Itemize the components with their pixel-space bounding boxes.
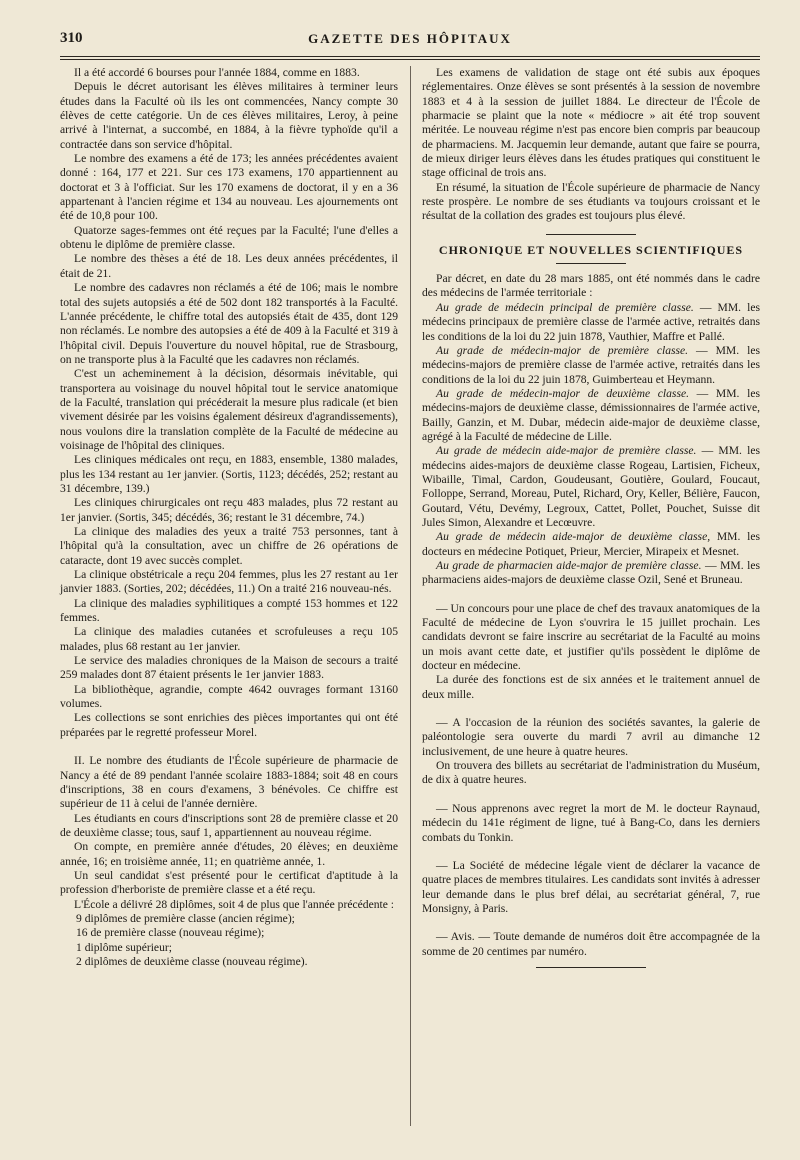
right-column — [422, 66, 760, 968]
nomination-grade: Au grade de médecin-major de deuxième classe. — [436, 386, 689, 400]
paragraph: La clinique des maladies cutanées et scrofuleuses a reçu 105 malades, plus 68 restant au 1er janvier. — [60, 625, 398, 653]
paragraph: Les étudiants en cours d'inscriptions sont 28 de première classe et 20 de deuxième classe; tous, sauf 1, appartiennent au nouveau régime. — [60, 811, 398, 839]
page-number: 310 — [60, 30, 83, 46]
nomination-text: — MM. les médecins principaux de première classe de l'armée active, retraités dans les conditions de la loi du 22 juin 1878, Vauthier, Maffre et Pallé. — [422, 300, 760, 343]
page-header — [60, 30, 760, 50]
news-item: — Nous apprenons avec regret la mort de M. le docteur Raynaud, médecin du 141e régiment de ligne, tué à Bang-Co, dans les derniers combats du Tonkin. — [422, 801, 760, 844]
header-rule — [60, 56, 760, 57]
paragraph: La bibliothèque, agrandie, compte 4642 ouvrages formant 13160 volumes. — [60, 682, 398, 711]
paragraph: La clinique des maladies des yeux a traité 753 personnes, tant à l'hôpital qu'à la consultation, avec un chiffre de 26 opérations de cataracte, dont 19 avec succès complet. — [60, 525, 398, 567]
nomination-paragraph — [422, 301, 760, 344]
nomination-text: — MM. les médecins-majors de deuxième classe, démissionnaires de l'armée active, Bailly, Ganzin, et M. Dubar, médecin aide-major de deuxième classe, agrégé à la Faculté de médecine de Lille. — [422, 386, 760, 443]
paragraph: En résumé, la situation de l'École supérieure de pharmacie de Nancy reste prospère. Le nombre de ses étudiants va toujours croissant et le résultat de la collation des grades est toujours plus élevé. — [422, 180, 760, 223]
news-item: — La Société de médecine légale vient de déclarer la vacance de quatre places de membres titulaires. Les candidats sont invités à adresser leur demande dans le plus bref délai, au secrétariat général, 7, rue Monsigny, à Paris. — [422, 858, 760, 915]
news-item: — A l'occasion de la réunion des sociétés savantes, la galerie de paléontologie sera ouverte du mardi 7 avril au dimanche 12 inclusivement, de une heure à quatre heures. — [422, 716, 760, 758]
nomination-grade: Au grade de médecin principal de première classe. — [436, 300, 694, 314]
nomination-text: MM. les docteurs en médecine Potiquet, Prieur, Mercier, Mirapeix et Mesnet. — [422, 530, 760, 558]
paragraph: Les examens de validation de stage ont été subis aux époques réglementaires. Onze élèves se sont présentés à la session de novembre 1883 et 4 à la session de juillet 1884. Le directeur de l'École de pharmacie se plaint que la note « médiocre » ait été trop souvent méritée. Le nouveau régime n'est pas encore bien compris par beaucoup de pharmaciens. M. Jacquemin leur demande, autant que faire se pourra, de mieux diriger leurs élèves dans les études pratiques qui constituent le stage officinal de trois ans. — [422, 66, 760, 180]
news-item: — Avis. — Toute demande de numéros doit être accompagnée de la somme de 20 centimes par numéro. — [422, 930, 760, 958]
paragraph: On compte, en première année d'études, 20 élèves; en deuxième année, 16; en troisième année, 11; en quatrième année, 1. — [60, 840, 398, 868]
paragraph: Quatorze sages-femmes ont été reçues par la Faculté; l'une d'elles a obtenu le diplôme de première classe. — [60, 223, 398, 252]
nomination-grade: Au grade de médecin aide-major de première classe. — [436, 444, 697, 458]
paragraph: Il a été accordé 6 bourses pour l'année 1884, comme en 1883. — [74, 66, 360, 79]
nomination-grade: Au grade de pharmacien aide-major de première classe. — [436, 559, 702, 572]
paragraph: La clinique des maladies syphilitiques a compté 153 hommes et 122 femmes. — [60, 596, 398, 625]
list-item: 16 de première classe (nouveau régime); — [76, 926, 265, 940]
news-item: — Un concours pour une place de chef des travaux anatomiques de la Faculté de médecine de Lyon s'ouvrira le 15 juillet prochain. Les candidats devront se faire inscrire au secrétariat de la Faculté au moins un mois avant cette date, et justifier qu'ils possèdent le diplôme de docteur en médecine. — [422, 601, 760, 673]
paragraph: Les cliniques chirurgicales ont reçu 483 malades, plus 72 restant au 1er janvier. (Sortis, 345; décédés, 36; restant le 31 décembre, 74.) — [60, 496, 398, 524]
news-item: On trouvera des billets au secrétariat de l'administration du Muséum, de dix à quatre heures. — [422, 759, 760, 787]
list-item: 1 diplôme supérieur; — [76, 940, 172, 954]
nomination-paragraph — [422, 344, 760, 387]
paragraph: Le nombre des examens a été de 173; les années précédentes avaient donné : 164, 177 et 221. Sur ces 173 examens, 170 appartiennent au doctorat et 3 à l'officiat. Sur les 170 examens de doctorat, il y en a 36 appartenant à l'ancien régime et 134 au nouveau. Les ajournements ont été de 10,8 pour 100. — [60, 152, 398, 223]
nomination-text: — MM. les pharmaciens aides-majors de deuxième classe Ozil, Sené et Bruneau. — [422, 559, 760, 587]
section-rule — [556, 263, 626, 264]
paragraph: Le nombre des cadavres non réclamés a été de 106; mais le nombre total des sujets autopsiés a été de 502 dont 182 transportés à la Faculté. L'année précédente, le chiffre total des autopsiés était de 435, dont 129 non réclamés. Le nombre des autopsies a été de 409 à la Faculté et 319 à l'hôpital civil. Depuis l'ouverture du nouvel hôpital, rue de Strasbourg, on ne transporte plus à la Faculté que les cadavres non réclamés. — [60, 281, 398, 366]
nomination-paragraph — [422, 530, 760, 559]
nomination-paragraph — [422, 444, 760, 530]
nomination-text: — MM. les médecins-majors de première classe de l'armée active, retraités dans les conditions de la loi du 22 juin 1878, Guimberteau et Heymann. — [422, 343, 760, 386]
paragraph: Le service des maladies chroniques de la Maison de secours a traité 259 malades dont 87 étaient présents le 1er janvier 1883. — [60, 654, 398, 682]
section-title: CHRONIQUE ET NOUVELLES SCIENTIFIQUES — [438, 242, 744, 257]
header-rule-double — [60, 59, 760, 60]
paragraph: C'est un acheminement à la décision, désormais inévitable, qui transportera au voisinage du nouvel hôpital tout le service anatomique de la Faculté, translation qui précéderait la mesure plus radicale (et bien vivement désirée par les voisins également désireux d'agrandissements), nous voulons dire la translation complète de la Faculté de médecine au voisinage de l'hôpital des cliniques. — [60, 367, 398, 452]
nomination-grade: Au grade de médecin-major de première classe. — [436, 343, 689, 357]
list-item: 9 diplômes de première classe (ancien régime); — [76, 911, 295, 925]
paragraph: Un seul candidat s'est présenté pour le certificat d'aptitude à la profession d'herboriste de première classe et a été reçu. — [60, 868, 398, 897]
left-column — [60, 66, 398, 969]
nomination-paragraph — [422, 387, 760, 444]
paragraph: La clinique obstétricale a reçu 204 femmes, plus les 27 restant au 1er janvier 1883. (Sorties, 202; décédées, 11.) On a traité 216 nouveau-nés. — [60, 568, 398, 596]
paragraph: Par décret, en date du 28 mars 1885, ont été nommés dans le cadre des médecins de l'armée territoriale : — [422, 272, 760, 300]
paragraph: Depuis le décret autorisant les élèves militaires à terminer leurs études dans la Faculté où ils les ont commencées, Nancy compte 30 élèves de cette catégorie. Un de ces élèves militaires, Leroy, à peine arrivé à l'internat, a succombé, en 1884, à la fièvre typhoïde qu'il a contractée dans son service d'hôpital. — [60, 80, 398, 151]
column-divider — [410, 66, 411, 1126]
nomination-paragraph — [422, 559, 760, 588]
section-separator — [546, 234, 636, 235]
paragraph: II. Le nombre des étudiants de l'École supérieure de pharmacie de Nancy a été de 89 pendant l'année scolaire 1883-1884; soit 48 en cours d'inscriptions, 38 en cours d'examens, 3 bénévoles. Ce chiffre est supérieur de 11 à celui de l'année dernière. — [60, 754, 398, 811]
end-separator — [536, 967, 646, 968]
gazette-title: GAZETTE DES HÔPITAUX — [308, 31, 512, 46]
paragraph: Le nombre des thèses a été de 18. Les deux années précédentes, il était de 21. — [60, 252, 398, 280]
paragraph: L'École a délivré 28 diplômes, soit 4 de plus que l'année précédente : — [74, 897, 394, 911]
nomination-text: — MM. les médecins aides-majors de deuxième classe Rogeau, Lartisien, Ficheux, Wibaille, Timal, Cardon, Goudeusant, Goutière, Goulard, Foucaut, Folloppe, Serrand, Moreau, Putel, Richard, Ory, Keller, Bélière, Faucon, Goutard, Vétu, Devémy, Legroux, Cattet, Pollet, Pouchet, Suisse dit Jules Simon, Alexandre et Lecœuvre. — [422, 444, 760, 529]
list-item: 2 diplômes de deuxième classe (nouveau régime). — [76, 954, 308, 968]
news-item: La durée des fonctions est de six années et le traitement annuel de deux mille. — [422, 673, 760, 701]
paragraph: Les cliniques médicales ont reçu, en 1883, ensemble, 1380 malades, plus les 134 restant au 1er janvier. (Sortis, 1123; décédés, 252; restant au 31 décembre, 139.) — [60, 453, 398, 495]
nomination-grade: Au grade de médecin aide-major de deuxième classe, — [436, 530, 711, 544]
paragraph: Les collections se sont enrichies des pièces importantes qui ont été préparées par le regretté professeur Morel. — [60, 711, 398, 739]
